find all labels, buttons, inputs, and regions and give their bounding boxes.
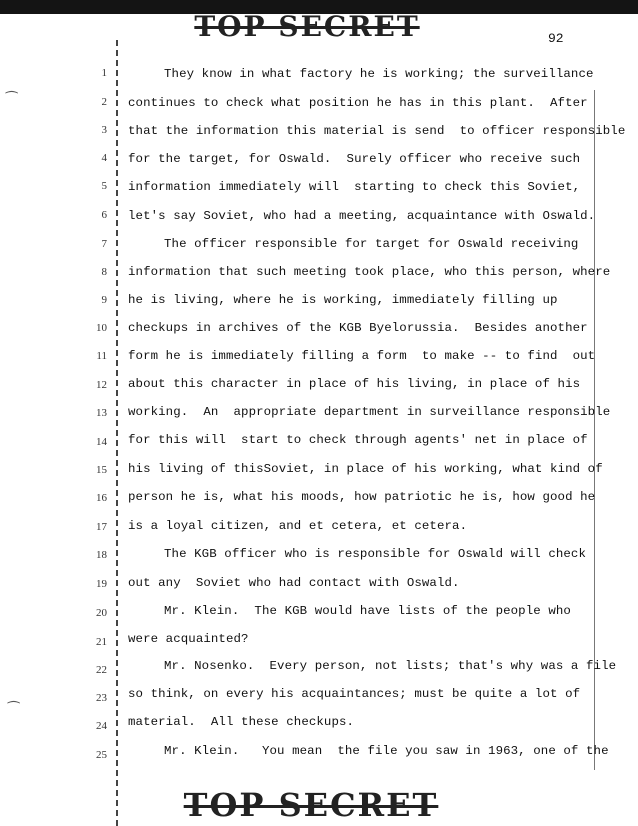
- transcript-line: material. All these checkups.: [128, 715, 355, 729]
- transcript-line: continues to check what position he has in this plant. After: [128, 96, 588, 110]
- transcript-line: about this character in place of his living, in place of his: [128, 377, 581, 391]
- line-number: 16: [96, 492, 107, 504]
- line-number: 15: [96, 464, 107, 476]
- line-number: 1: [101, 67, 107, 79]
- transcript-line: that the information this material is send to officer responsible: [128, 124, 626, 138]
- transcript-line: Mr. Klein. You mean the file you saw in 1963, one of the: [164, 744, 609, 758]
- transcript-line: his living of thisSoviet, in place of his working, what kind of: [128, 462, 603, 476]
- transcript-line: Mr. Nosenko. Every person, not lists; that's why was a file: [164, 659, 617, 673]
- top-secret-stamp-header: TOP SECRET: [194, 10, 420, 43]
- transcript-line: information that such meeting took place, who this person, where: [128, 265, 611, 279]
- line-number: 2: [101, 96, 107, 108]
- line-number: 5: [101, 180, 107, 192]
- top-secret-stamp-footer: TOP SECRET: [183, 786, 439, 824]
- transcript-line: working. An appropriate department in surveillance responsible: [128, 405, 611, 419]
- line-number: 13: [96, 407, 107, 419]
- transcript-line: out any Soviet who had contact with Oswald.: [128, 576, 460, 590]
- line-number: 12: [96, 379, 107, 391]
- line-number: 24: [96, 720, 107, 732]
- line-number: 20: [96, 607, 107, 619]
- line-number: 7: [101, 238, 107, 250]
- transcript-line: checkups in archives of the KGB Byelorussia. Besides another: [128, 321, 588, 335]
- transcript-line: let's say Soviet, who had a meeting, acquaintance with Oswald.: [128, 209, 596, 223]
- line-number: 8: [101, 266, 107, 278]
- transcript-line: Mr. Klein. The KGB would have lists of the people who: [164, 604, 571, 618]
- transcript-line: for this will start to check through agents' net in place of: [128, 433, 588, 447]
- line-number: 14: [96, 436, 107, 448]
- transcript-line: were acquainted?: [128, 632, 249, 646]
- transcript-line: The KGB officer who is responsible for Oswald will check: [164, 547, 586, 561]
- line-number: 3: [101, 124, 107, 136]
- line-number: 19: [96, 578, 107, 590]
- line-number: 17: [96, 521, 107, 533]
- line-number: 6: [101, 209, 107, 221]
- transcript-line: The officer responsible for target for Oswald receiving: [164, 237, 579, 251]
- line-number: 11: [96, 350, 107, 362]
- transcript-line: form he is immediately filling a form to make -- to find out: [128, 349, 596, 363]
- line-number: 21: [96, 636, 107, 648]
- line-number: 9: [101, 294, 107, 306]
- page-number: 92: [548, 31, 564, 46]
- transcript-line: for the target, for Oswald. Surely officer who receive such: [128, 152, 581, 166]
- line-number: 10: [96, 322, 107, 334]
- line-number: 23: [96, 692, 107, 704]
- transcript-line: information immediately will starting to check this Soviet,: [128, 180, 581, 194]
- line-number: 18: [96, 549, 107, 561]
- transcript-line: person he is, what his moods, how patriotic he is, how good he: [128, 490, 596, 504]
- line-number: 22: [96, 664, 107, 676]
- line-number: 25: [96, 749, 107, 761]
- transcript-line: They know in what factory he is working; the surveillance: [164, 67, 594, 81]
- transcript-line: is a loyal citizen, and et cetera, et cetera.: [128, 519, 468, 533]
- binding-hole-mark: ⁀: [6, 92, 18, 108]
- transcript-line: he is living, where he is working, immediately filling up: [128, 293, 558, 307]
- transcript-line: so think, on every his acquaintances; must be quite a lot of: [128, 687, 581, 701]
- binding-hole-mark: ⁀: [8, 702, 20, 718]
- line-number: 4: [101, 152, 107, 164]
- left-margin-rule: [116, 40, 118, 826]
